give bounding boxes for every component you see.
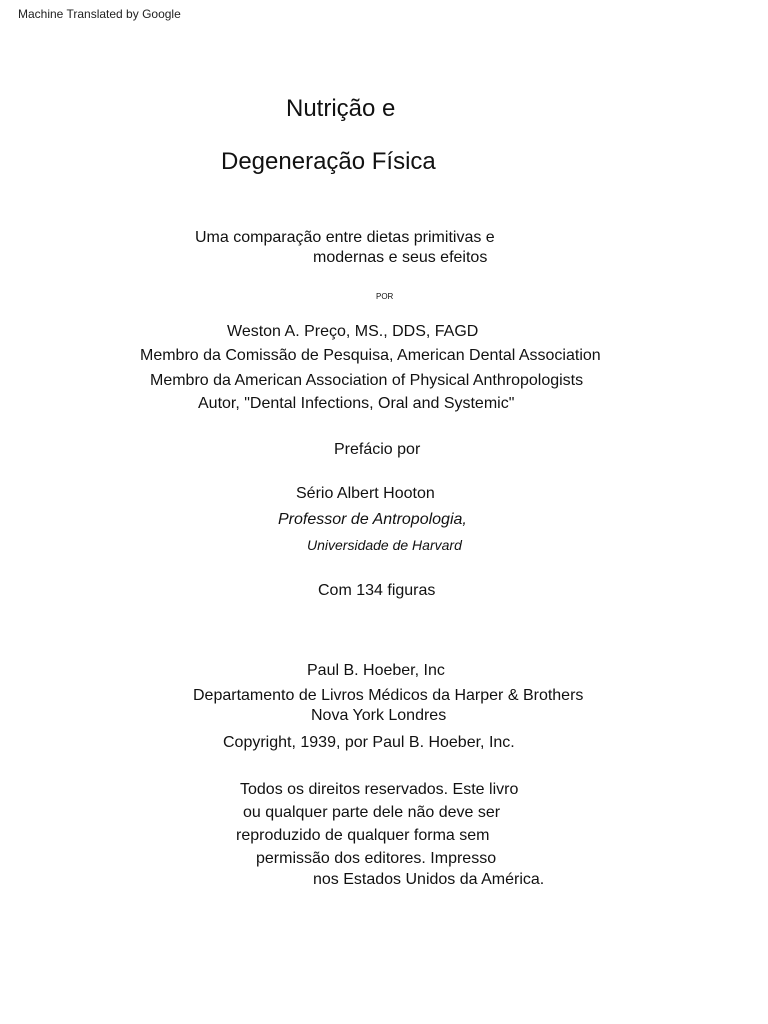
author-role-2: Membro da American Association of Physical Anthropologists [150,372,584,389]
author-name: Weston A. Preço, MS., DDS, FAGD [227,323,479,340]
preface-label: Prefácio por [334,441,421,458]
rights-line-3: reproduzido de qualquer forma sem [236,827,490,844]
preface-author-title: Professor de Antropologia, [278,511,467,528]
subtitle-line-2: modernas e seus efeitos [313,249,488,266]
publisher-name: Paul B. Hoeber, Inc [307,662,445,679]
publisher-department: Departamento de Livros Médicos da Harper & Brothers [193,687,584,704]
rights-line-5: nos Estados Unidos da América. [313,871,545,888]
subtitle-line-1: Uma comparação entre dietas primitivas e [195,229,495,246]
book-title-line-1: Nutrição e [286,95,396,122]
rights-line-2: ou qualquer parte dele não deve ser [243,804,501,821]
preface-author-institution: Universidade de Harvard [307,537,462,553]
rights-line-1: Todos os direitos reservados. Este livro [240,781,519,798]
book-title-line-2: Degeneração Física [221,148,436,175]
rights-line-4: permissão dos editores. Impresso [256,850,497,867]
author-role-1: Membro da Comissão de Pesquisa, American Dental Association [140,347,601,364]
machine-translation-notice: Machine Translated by Google [18,7,181,21]
copyright-line: Copyright, 1939, por Paul B. Hoeber, Inc. [223,734,515,751]
by-label: POR [376,292,394,301]
figures-count: Com 134 figuras [318,582,436,599]
author-role-3: Autor, "Dental Infections, Oral and Systemic" [198,395,515,412]
publisher-cities: Nova York Londres [311,707,447,724]
preface-author-name: Sério Albert Hooton [296,485,435,502]
